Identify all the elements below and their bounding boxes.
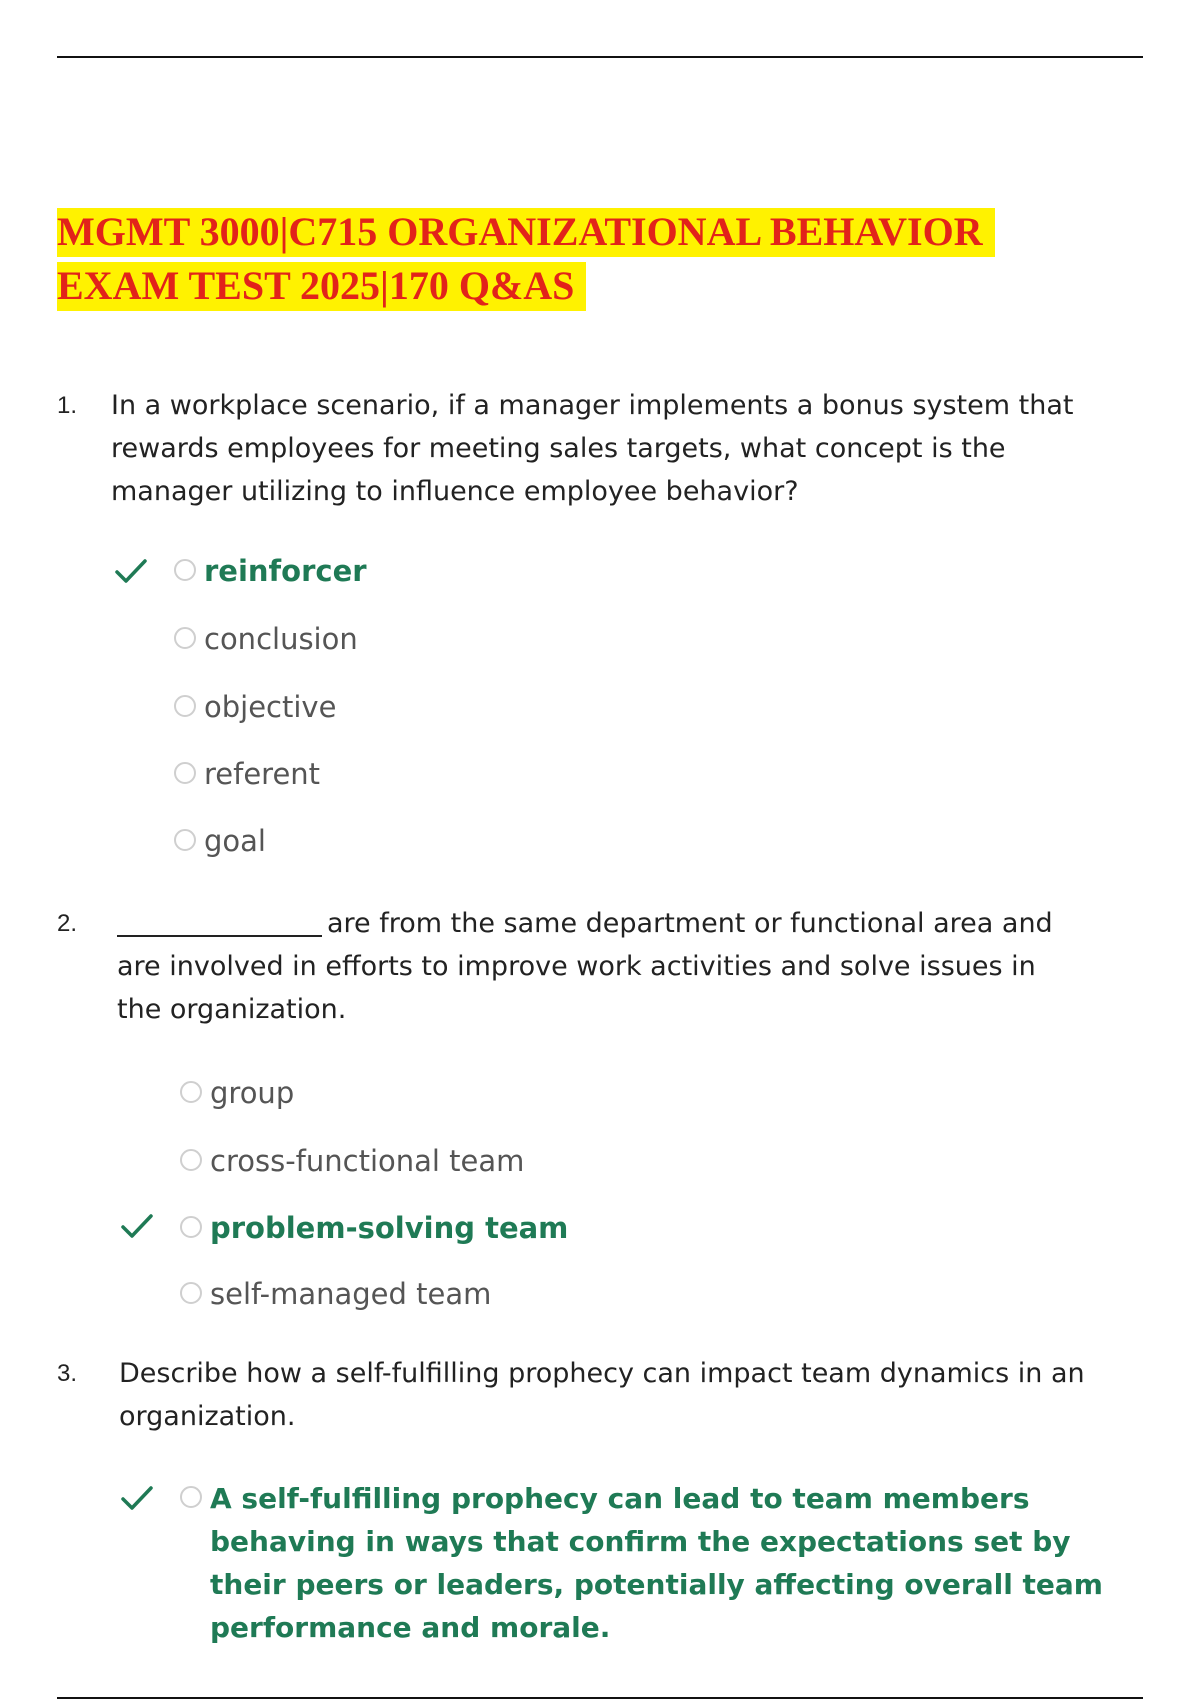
radio-icon[interactable] bbox=[174, 559, 196, 581]
question-number: 3. bbox=[57, 1360, 78, 1387]
bottom-rule bbox=[57, 1697, 1143, 1699]
answer-option[interactable] bbox=[174, 820, 266, 863]
radio-icon[interactable] bbox=[174, 627, 196, 649]
answer-option[interactable] bbox=[180, 1273, 491, 1316]
title-line-1: MGMT 3000|C715 ORGANIZATIONAL BEHAVIOR bbox=[57, 208, 995, 257]
answer-option-correct[interactable] bbox=[180, 1207, 568, 1250]
answer-option-correct[interactable] bbox=[180, 1477, 1110, 1649]
question-text: are from the same department or functional area and are involved in efforts to improve work activities and solve issues in the organization. bbox=[117, 908, 1053, 1025]
check-icon bbox=[114, 557, 148, 585]
radio-icon[interactable] bbox=[174, 762, 196, 784]
question-number: 2. bbox=[57, 910, 78, 937]
answer-option[interactable] bbox=[180, 1140, 524, 1183]
option-label: objective bbox=[204, 690, 337, 724]
radio-icon[interactable] bbox=[180, 1282, 202, 1304]
question-text: Describe how a self-fulfilling prophecy can impact team dynamics in an organization. bbox=[119, 1358, 1085, 1432]
radio-icon[interactable] bbox=[180, 1486, 202, 1508]
answer-option[interactable] bbox=[174, 753, 320, 796]
option-label: goal bbox=[204, 824, 266, 858]
option-label: reinforcer bbox=[204, 554, 367, 588]
top-rule bbox=[57, 56, 1143, 58]
option-label: referent bbox=[204, 757, 321, 791]
radio-icon[interactable] bbox=[180, 1149, 202, 1171]
question-text: In a workplace scenario, if a manager implements a bonus system that rewards employees for meeting sales targets, what concept is the manager utilizing to influence employee behavior? bbox=[111, 390, 1074, 507]
check-icon bbox=[120, 1484, 154, 1512]
option-label: self-managed team bbox=[210, 1277, 492, 1311]
radio-icon[interactable] bbox=[180, 1081, 202, 1103]
option-label: A self-fulfilling prophecy can lead to team members behaving in ways that confirm the expectations set by their peers or leaders, potentially affecting overall team performance and morale. bbox=[210, 1482, 1103, 1644]
answer-option-correct[interactable] bbox=[174, 550, 367, 593]
question-number: 1. bbox=[57, 392, 78, 419]
title-line-2: EXAM TEST 2025|170 Q&AS bbox=[57, 262, 586, 311]
check-icon bbox=[120, 1212, 154, 1240]
document-title bbox=[57, 205, 995, 313]
radio-icon[interactable] bbox=[174, 695, 196, 717]
radio-icon[interactable] bbox=[180, 1216, 202, 1238]
option-label: group bbox=[210, 1076, 295, 1110]
answer-option[interactable] bbox=[174, 618, 358, 661]
radio-icon[interactable] bbox=[174, 829, 196, 851]
answer-option[interactable] bbox=[180, 1072, 294, 1115]
option-label: cross-functional team bbox=[210, 1144, 525, 1178]
option-label: conclusion bbox=[204, 622, 358, 656]
option-label: problem-solving team bbox=[210, 1211, 569, 1245]
answer-option[interactable] bbox=[174, 686, 336, 729]
